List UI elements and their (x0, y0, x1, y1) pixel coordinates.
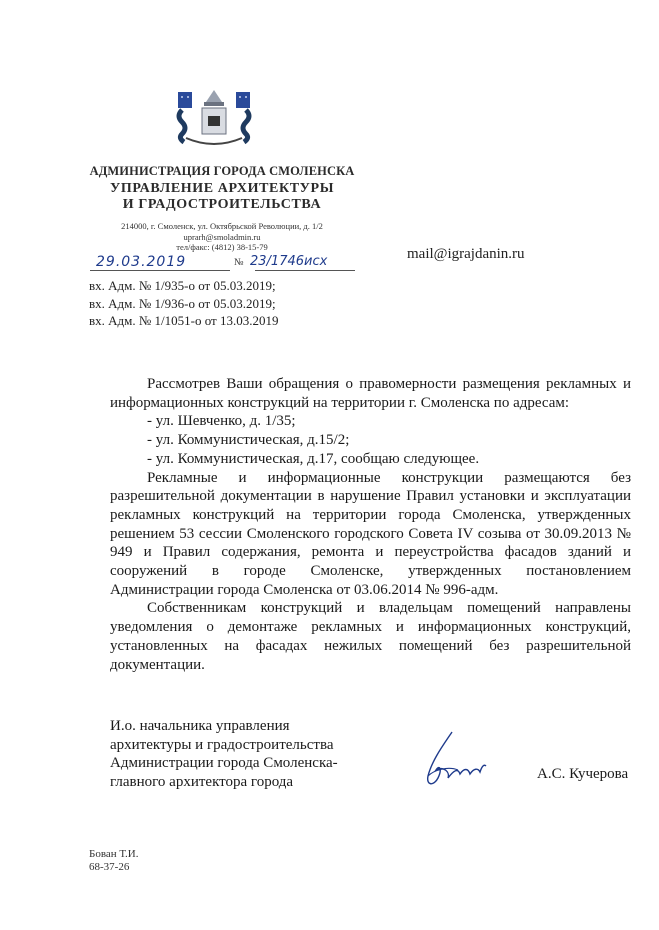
department-title (88, 181, 356, 213)
intro-paragraph: Рассмотрев Ваши обращения о правомерности размещения рекламных и информационных конструкций на территории г. Смоленска по адресам: (110, 376, 631, 411)
executor-name: Бован Т.И. (89, 848, 139, 860)
coat-of-arms-icon (172, 88, 256, 150)
address-item: - ул. Коммунистическая, д.17, сообщаю следующее. (147, 450, 480, 467)
signer-position (110, 717, 338, 791)
department-line-2: И ГРАДОСТРОИТЕЛЬСТВА (122, 197, 322, 212)
outgoing-date: 29.03.2019 (96, 254, 187, 270)
department-line-1: УПРАВЛЕНИЕ АРХИТЕКТУРЫ (109, 181, 335, 196)
letterhead-email: uprarh@smoladmin.ru (183, 231, 261, 242)
position-line: Администрации города Смоленска- (110, 755, 338, 772)
letterhead-phone: тел/факс: (4812) 38-15-79 (176, 242, 268, 252)
incoming-ref: вх. Адм. № 1/1051-о от 13.03.2019 (89, 313, 279, 328)
position-line: И.о. начальника управления (110, 718, 290, 734)
address-item: - ул. Коммунистическая, д.15/2; (147, 432, 350, 449)
notification-paragraph: Собственникам конструкций и владельцам помещений направлены уведомления о демонтаже рекламных и информационных конструкций, установленных на фасадах нежилых помещений без разрешительной документации. (110, 600, 631, 673)
letter-body (110, 375, 631, 674)
incoming-ref: вх. Адм. № 1/936-о от 05.03.2019; (89, 295, 276, 311)
address-item: - ул. Шевченко, д. 1/35; (147, 413, 296, 430)
incoming-references (89, 277, 278, 330)
recipient-email: mail@igrajdanin.ru (407, 246, 525, 262)
position-line: главного архитектора города (110, 773, 294, 790)
incoming-ref: вх. Адм. № 1/935-о от 05.03.2019; (89, 278, 276, 293)
outgoing-number: 23/1746исх (250, 254, 328, 269)
letterhead-address: 214000, г. Смоленск, ул. Октябрьской Революции, д. 1/2 (121, 221, 323, 231)
violation-paragraph: Рекламные и информационные конструкции размещаются без разрешительной документации в нарушение Правил установки и эксплуатации рекламных конструкций на территории города Смоленска, утвержденных решением 53 сессии Смоленского городского Совета IV созыва от 30.09.2013 № 949 и Правил содержания, ремонта и переустройства фасадов зданий и сооружений в городе Смоленске, утвержденных постановлением Администрации города Смоленска от 03.06.2014 № 996-адм. (110, 469, 631, 598)
date-underline (90, 270, 230, 271)
administration-title: АДМИНИСТРАЦИЯ ГОРОДА СМОЛЕНСКА (89, 164, 355, 178)
letterhead-contacts (88, 221, 356, 253)
number-underline (255, 270, 355, 271)
signer-name: А.С. Кучерова (537, 766, 629, 782)
executor-phone: 68-37-26 (89, 861, 130, 873)
position-line: архитектуры и градостроительства (110, 736, 334, 753)
handwritten-signature-icon (418, 730, 498, 790)
executor-info (89, 848, 138, 874)
outgoing-number-label: № (234, 257, 244, 268)
